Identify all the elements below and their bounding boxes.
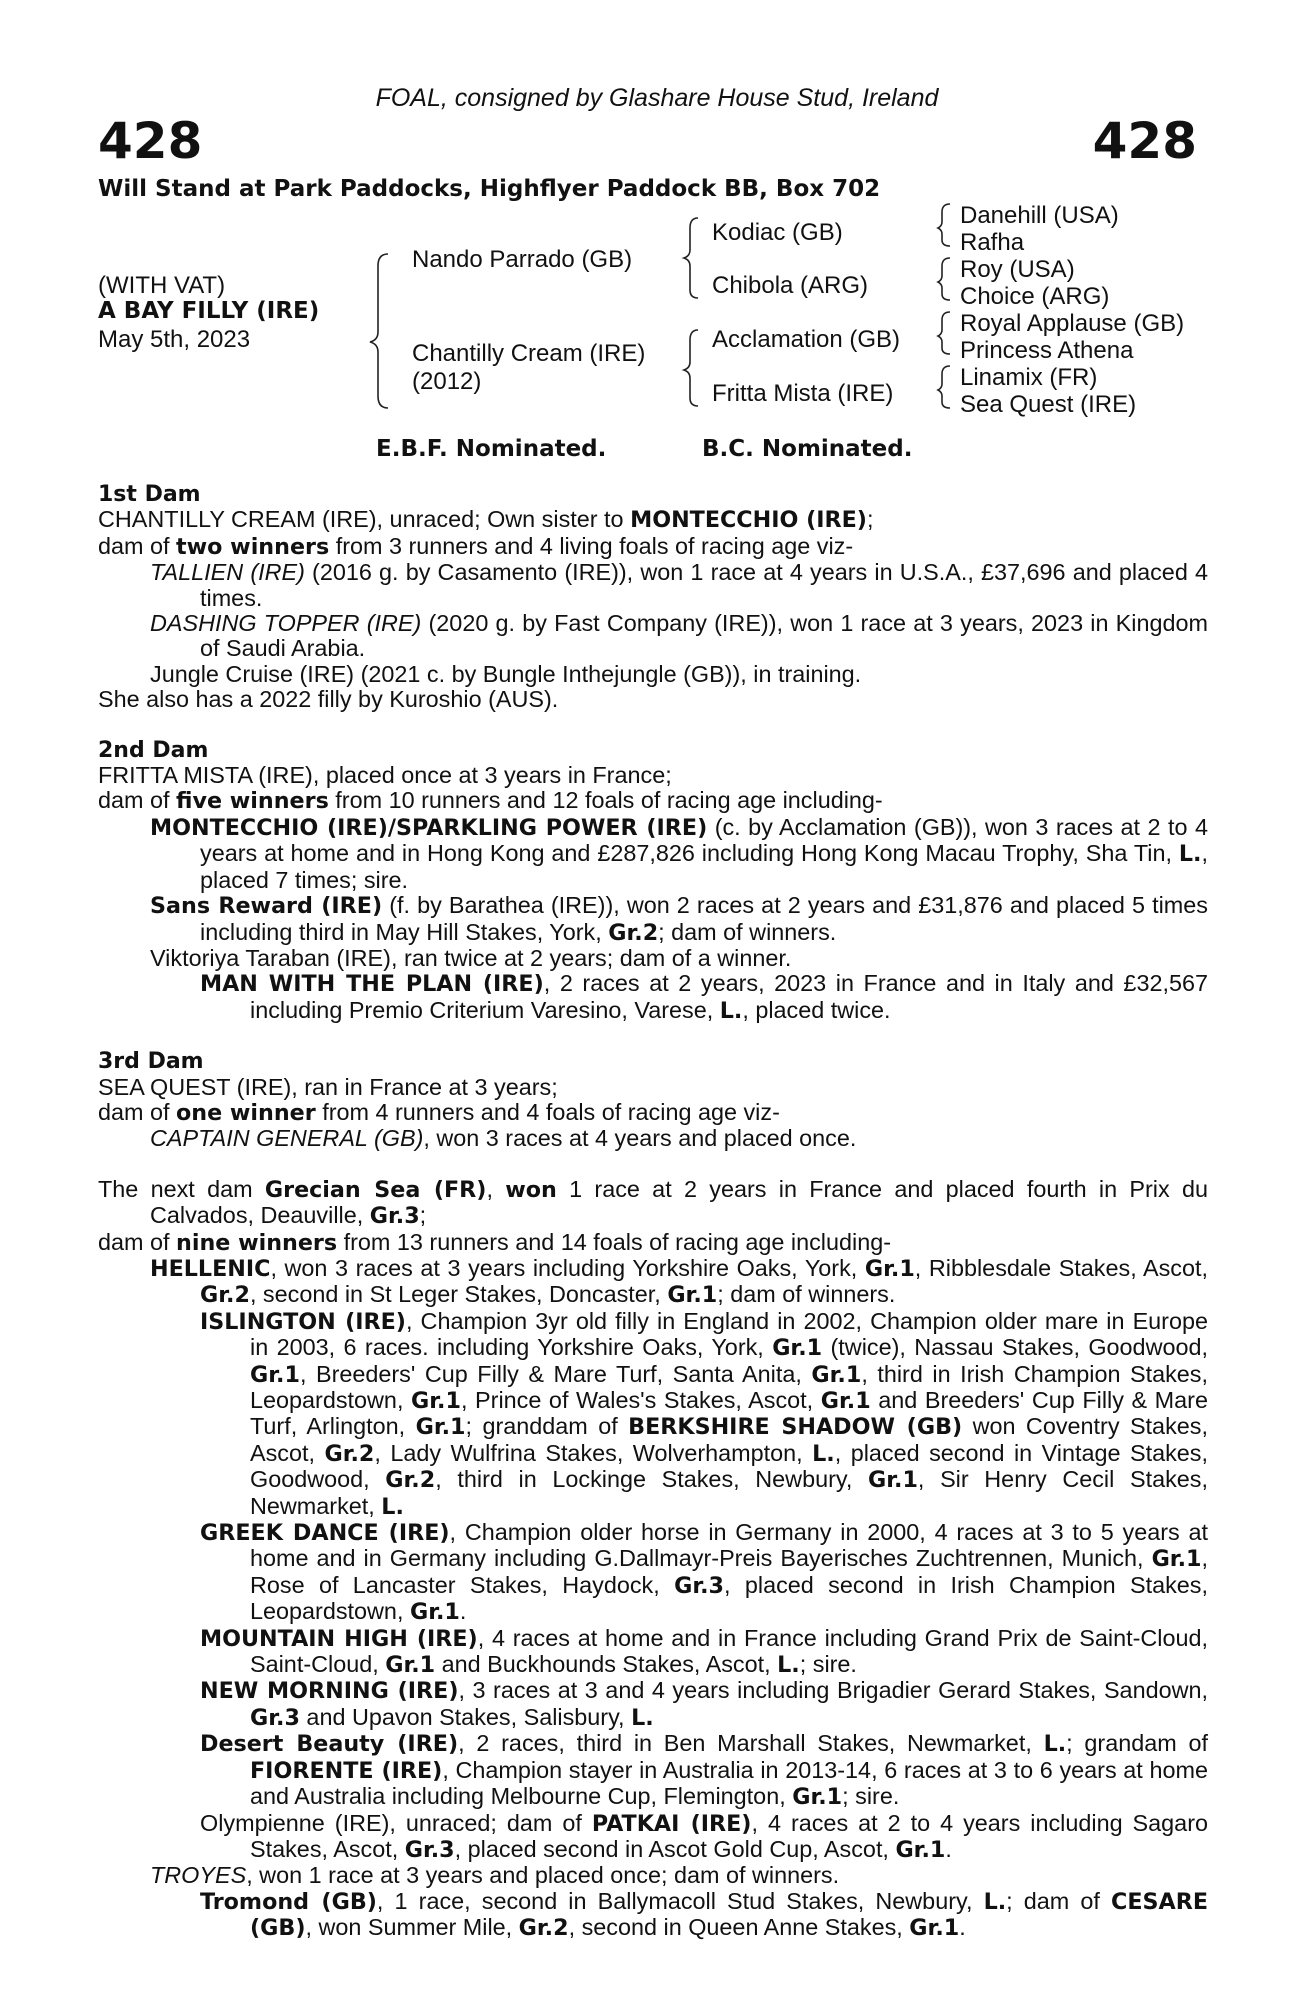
produce-jungle-cruise: Jungle Cruise (IRE) (2021 c. by Bungle Inthejungle (GB)), in training. <box>150 660 862 687</box>
produce-2022-filly: She also has a 2022 filly by Kuroshio (AUS). <box>98 686 559 713</box>
foaling-date: May 5th, 2023 <box>98 326 251 353</box>
produce-hellenic: HELLENIC, won 3 races at 3 years including Yorkshire Oaks, York, Gr.1, Ribblesdale Stakes, Ascot, Gr.2, second in St Leger Stakes, Doncaster, Gr.1; dam of winners. <box>150 1254 1208 1309</box>
first-dam-produce: dam of two winners from 3 runners and 4 living foals of racing age viz- <box>98 532 854 560</box>
produce-mountain-high: MOUNTAIN HIGH (IRE), 4 races at home and in France including Grand Prix de Saint-Cloud, Saint-Cloud, Gr.1 and Buckhounds Stakes, Ascot, L.; sire. <box>200 1624 1208 1679</box>
dam: Chantilly Cream (IRE) <box>412 340 646 367</box>
produce-troyes: TROYES, won 1 race at 3 years and placed once; dam of winners. <box>150 1862 840 1889</box>
produce-olympienne: Olympienne (IRE), unraced; dam of PATKAI (IRE), 4 races at 2 to 4 years including Sagaro Stakes, Ascot, Gr.3, placed second in Ascot Gold Cup, Ascot, Gr.1. <box>200 1809 1208 1863</box>
produce-tromond: Tromond (GB), 1 race, second in Ballymacoll Stud Stakes, Newbury, L.; dam of CESARE (GB), won Summer Mile, Gr.2, second in Queen Anne Stakes, Gr.1. <box>200 1887 1208 1942</box>
next-dam-text: The next dam Grecian Sea (FR), won 1 race at 2 years in France and placed fourth in Prix du Calvados, Deauville, Gr.3; <box>98 1175 1208 1230</box>
second-dam-heading: 2nd Dam <box>98 737 209 763</box>
catalogue-body <box>98 482 1208 1942</box>
second-dam-produce: dam of five winners from 10 runners and 12 foals of racing age including- <box>98 787 883 815</box>
produce-desert-beauty: Desert Beauty (IRE), 2 races, third in Ben Marshall Stakes, Newmarket, L.; grandam of FIORENTE (IRE), Champion stayer in Australia in 2013-14, 6 races at 3 to 6 years at home and Australia including Melbourne Cup, Flemington, Gr.1; sire. <box>200 1730 1208 1811</box>
ancestor-8: Sea Quest (IRE) <box>960 391 1137 418</box>
sire: Nando Parrado (GB) <box>412 246 633 273</box>
first-dam-heading: 1st Dam <box>98 482 201 507</box>
dam-year: (2012) <box>412 368 482 395</box>
ancestor-3: Roy (USA) <box>960 256 1075 283</box>
ancestor-4: Choice (ARG) <box>960 283 1110 310</box>
produce-islington: ISLINGTON (IRE), Champion 3yr old filly in England in 2002, Champion older mare in Europe in 2003, 6 races. including Yorkshire Oaks, York, Gr.1 (twice), Nassau Stakes, Goodwood, Gr.1, Breeders' Cup Filly & Mare Turf, Santa Anita, Gr.1, third in Irish Champion Stakes, Leopardstown, Gr.1, Prince of Wales's Stakes, Ascot, Gr.1 and Breeders' Cup Filly & Mare Turf, Arlington, Gr.1; granddam of BERKSHIRE SHADOW (GB) won Coventry Stakes, Ascot, Gr.2, Lady Wulfrina Stakes, Wolverhampton, L., placed second in Vintage Stakes, Goodwood, Gr.2, third in Lockinge Stakes, Newbury, Gr.1, Sir Henry Cecil Stakes, Newmarket, L. <box>200 1307 1208 1520</box>
ancestor-1: Danehill (USA) <box>960 202 1119 229</box>
next-dam-produce: dam of nine winners from 13 runners and 14 foals of racing age including- <box>98 1228 892 1256</box>
dam-sire: Acclamation (GB) <box>712 326 901 353</box>
third-dam-heading: 3rd Dam <box>98 1049 204 1075</box>
first-dam-text: CHANTILLY CREAM (IRE), unraced; Own sister to MONTECCHIO (IRE); <box>98 506 874 534</box>
sire-dam: Chibola (ARG) <box>712 272 869 299</box>
sire-sire: Kodiac (GB) <box>712 219 843 246</box>
vat-note: (WITH VAT) <box>98 272 226 299</box>
dam-dam: Fritta Mista (IRE) <box>712 380 894 407</box>
ancestor-2: Rafha <box>960 229 1025 256</box>
third-dam-produce: dam of one winner from 4 runners and 4 foals of racing age viz- <box>98 1098 780 1126</box>
ancestor-6: Princess Athena <box>960 337 1134 364</box>
lot-number-left: 428 <box>98 112 203 170</box>
horse-name: A BAY FILLY (IRE) <box>98 298 320 324</box>
produce-sans-reward: Sans Reward (IRE) (f. by Barathea (IRE)), won 2 races at 2 years and £31,876 and placed 5 times including third in May Hill Stakes, York, Gr.2; dam of winners. <box>150 892 1208 946</box>
produce-new-morning: NEW MORNING (IRE), 3 races at 3 and 4 years including Brigadier Gerard Stakes, Sandown, Gr.3 and Upavon Stakes, Salisbury, L. <box>200 1677 1208 1731</box>
produce-man-with-the-plan: MAN WITH THE PLAN (IRE), 2 races at 2 years, 2023 in France and in Italy and £32,567 including Premio Criterium Varesino, Varese, L., placed twice. <box>200 970 1208 1024</box>
produce-montecchio: MONTECCHIO (IRE)/SPARKLING POWER (IRE) (c. by Acclamation (GB)), won 3 races at 2 to 4 years at home and in Hong Kong and £287,826 including Hong Kong Macau Trophy, Sha Tin, L., placed 7 times; sire. <box>150 813 1208 893</box>
produce-tallien: TALLIEN (IRE) (2016 g. by Casamento (IRE)), won 1 race at 4 years in U.S.A., £37,696 and placed 4 times. <box>150 559 1208 611</box>
ebf-nomination: E.B.F. Nominated. <box>376 436 607 462</box>
produce-captain-general: CAPTAIN GENERAL (GB), won 3 races at 4 years and placed once. <box>150 1125 857 1152</box>
ancestor-5: Royal Applause (GB) <box>960 310 1185 337</box>
stand-location: Will Stand at Park Paddocks, Highflyer Paddock BB, Box 702 <box>98 176 881 202</box>
bc-nomination: B.C. Nominated. <box>702 436 913 462</box>
ancestor-7: Linamix (FR) <box>960 364 1098 391</box>
lot-number-right: 428 <box>1092 112 1197 170</box>
produce-greek-dance: GREEK DANCE (IRE), Champion older horse in Germany in 2000, 4 races at 3 to 5 years at home and in Germany including G.Dallmayr-Preis Bayerisches Zuchtrennen, Munich, Gr.1, Rose of Lancaster Stakes, Haydock, Gr.3, placed second in Irish Champion Stakes, Leopardstown, Gr.1. <box>200 1519 1208 1626</box>
consignor-line: FOAL, consigned by Glashare House Stud, Ireland <box>375 84 939 112</box>
third-dam-text: SEA QUEST (IRE), ran in France at 3 years; <box>98 1073 558 1100</box>
second-dam-text: FRITTA MISTA (IRE), placed once at 3 years in France; <box>98 762 672 789</box>
produce-viktoriya-taraban: Viktoriya Taraban (IRE), ran twice at 2 years; dam of a winner. <box>150 944 792 971</box>
produce-dashing-topper: DASHING TOPPER (IRE) (2020 g. by Fast Company (IRE)), won 1 race at 3 years, 2023 in Kingdom of Saudi Arabia. <box>150 610 1208 662</box>
